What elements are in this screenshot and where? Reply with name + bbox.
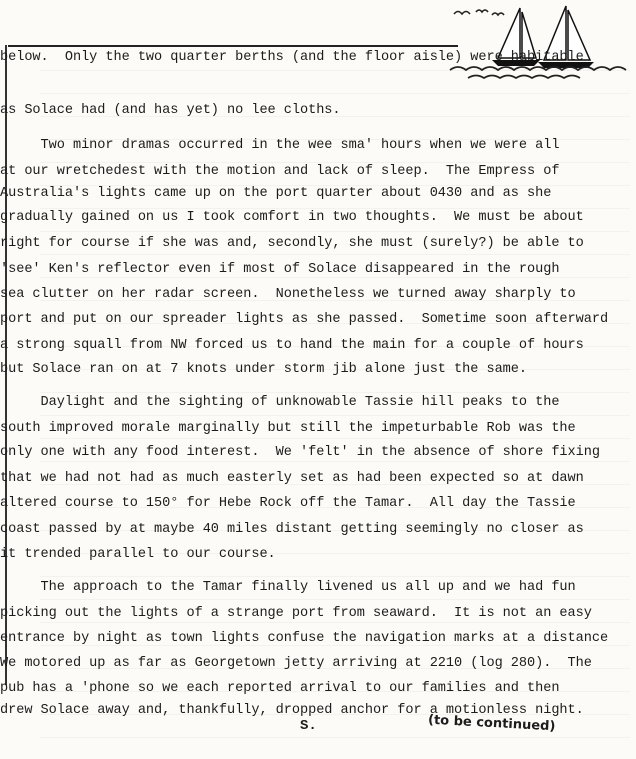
signoff-initial: S. xyxy=(300,718,317,734)
text-line-16: that we had not had as much easterly set as had been expected so at dawn xyxy=(0,471,584,486)
text-line-24: pub has a 'phone so we each reported arrival to our families and then xyxy=(0,681,560,696)
text-line-1: below. Only the two quarter berths (and the floor aisle) were habitable xyxy=(0,50,584,65)
text-line-20: The approach to the Tamar finally livened us all up and we had fun xyxy=(0,580,576,595)
text-line-6: gradually gained on us I took comfort in two thoughts. We must be about xyxy=(0,210,584,225)
text-line-8: 'see' Ken's reflector even if most of Solace disappeared in the rough xyxy=(0,262,560,277)
text-line-4: at our wretchedest with the motion and lack of sleep. The Empress of xyxy=(0,164,560,179)
text-line-14: south improved morale marginally but still the impeturbable Rob was the xyxy=(0,421,576,436)
text-line-25: drew Solace away and, thankfully, dropped anchor for a motionless night. xyxy=(0,703,584,718)
text-line-3: Two minor dramas occurred in the wee sma' hours when we were all xyxy=(0,138,560,153)
text-line-18: coast passed by at maybe 40 miles distant getting seemingly no closer as xyxy=(0,522,584,537)
text-line-17: altered course to 150° for Hebe Rock off the Tamar. All day the Tassie xyxy=(0,496,576,511)
text-line-2: as Solace had (and has yet) no lee cloths. xyxy=(0,103,341,118)
text-line-21: picking out the lights of a strange port from seaward. It is not an easy xyxy=(0,606,592,621)
text-line-15: only one with any food interest. We 'felt' in the absence of shore fixing xyxy=(0,445,600,460)
text-line-7: right for course if she was and, secondly, she must (surely?) be able to xyxy=(0,236,584,251)
text-line-13: Daylight and the sighting of unknowable Tassie hill peaks to the xyxy=(0,395,560,410)
text-line-10: port and put on our spreader lights as she passed. Sometime soon afterward xyxy=(0,312,609,327)
text-line-19: it trended parallel to our course. xyxy=(0,547,276,562)
text-line-23: We motored up as far as Georgetown jetty arriving at 2210 (log 280). The xyxy=(0,656,592,671)
text-line-11: a strong squall from NW forced us to hand the main for a couple of hours xyxy=(0,338,584,353)
text-line-22: entrance by night as town lights confuse the navigation marks at a distance xyxy=(0,631,609,646)
text-line-12: but Solace ran on at 7 knots under storm jib alone just the same. xyxy=(0,362,527,377)
text-line-9: sea clutter on her radar screen. Nonetheless we turned away sharply to xyxy=(0,287,576,302)
to-be-continued-note: (to be continued) xyxy=(427,712,556,735)
text-line-5: Australia's lights came up on the port quarter about 0430 and as she xyxy=(0,186,552,201)
